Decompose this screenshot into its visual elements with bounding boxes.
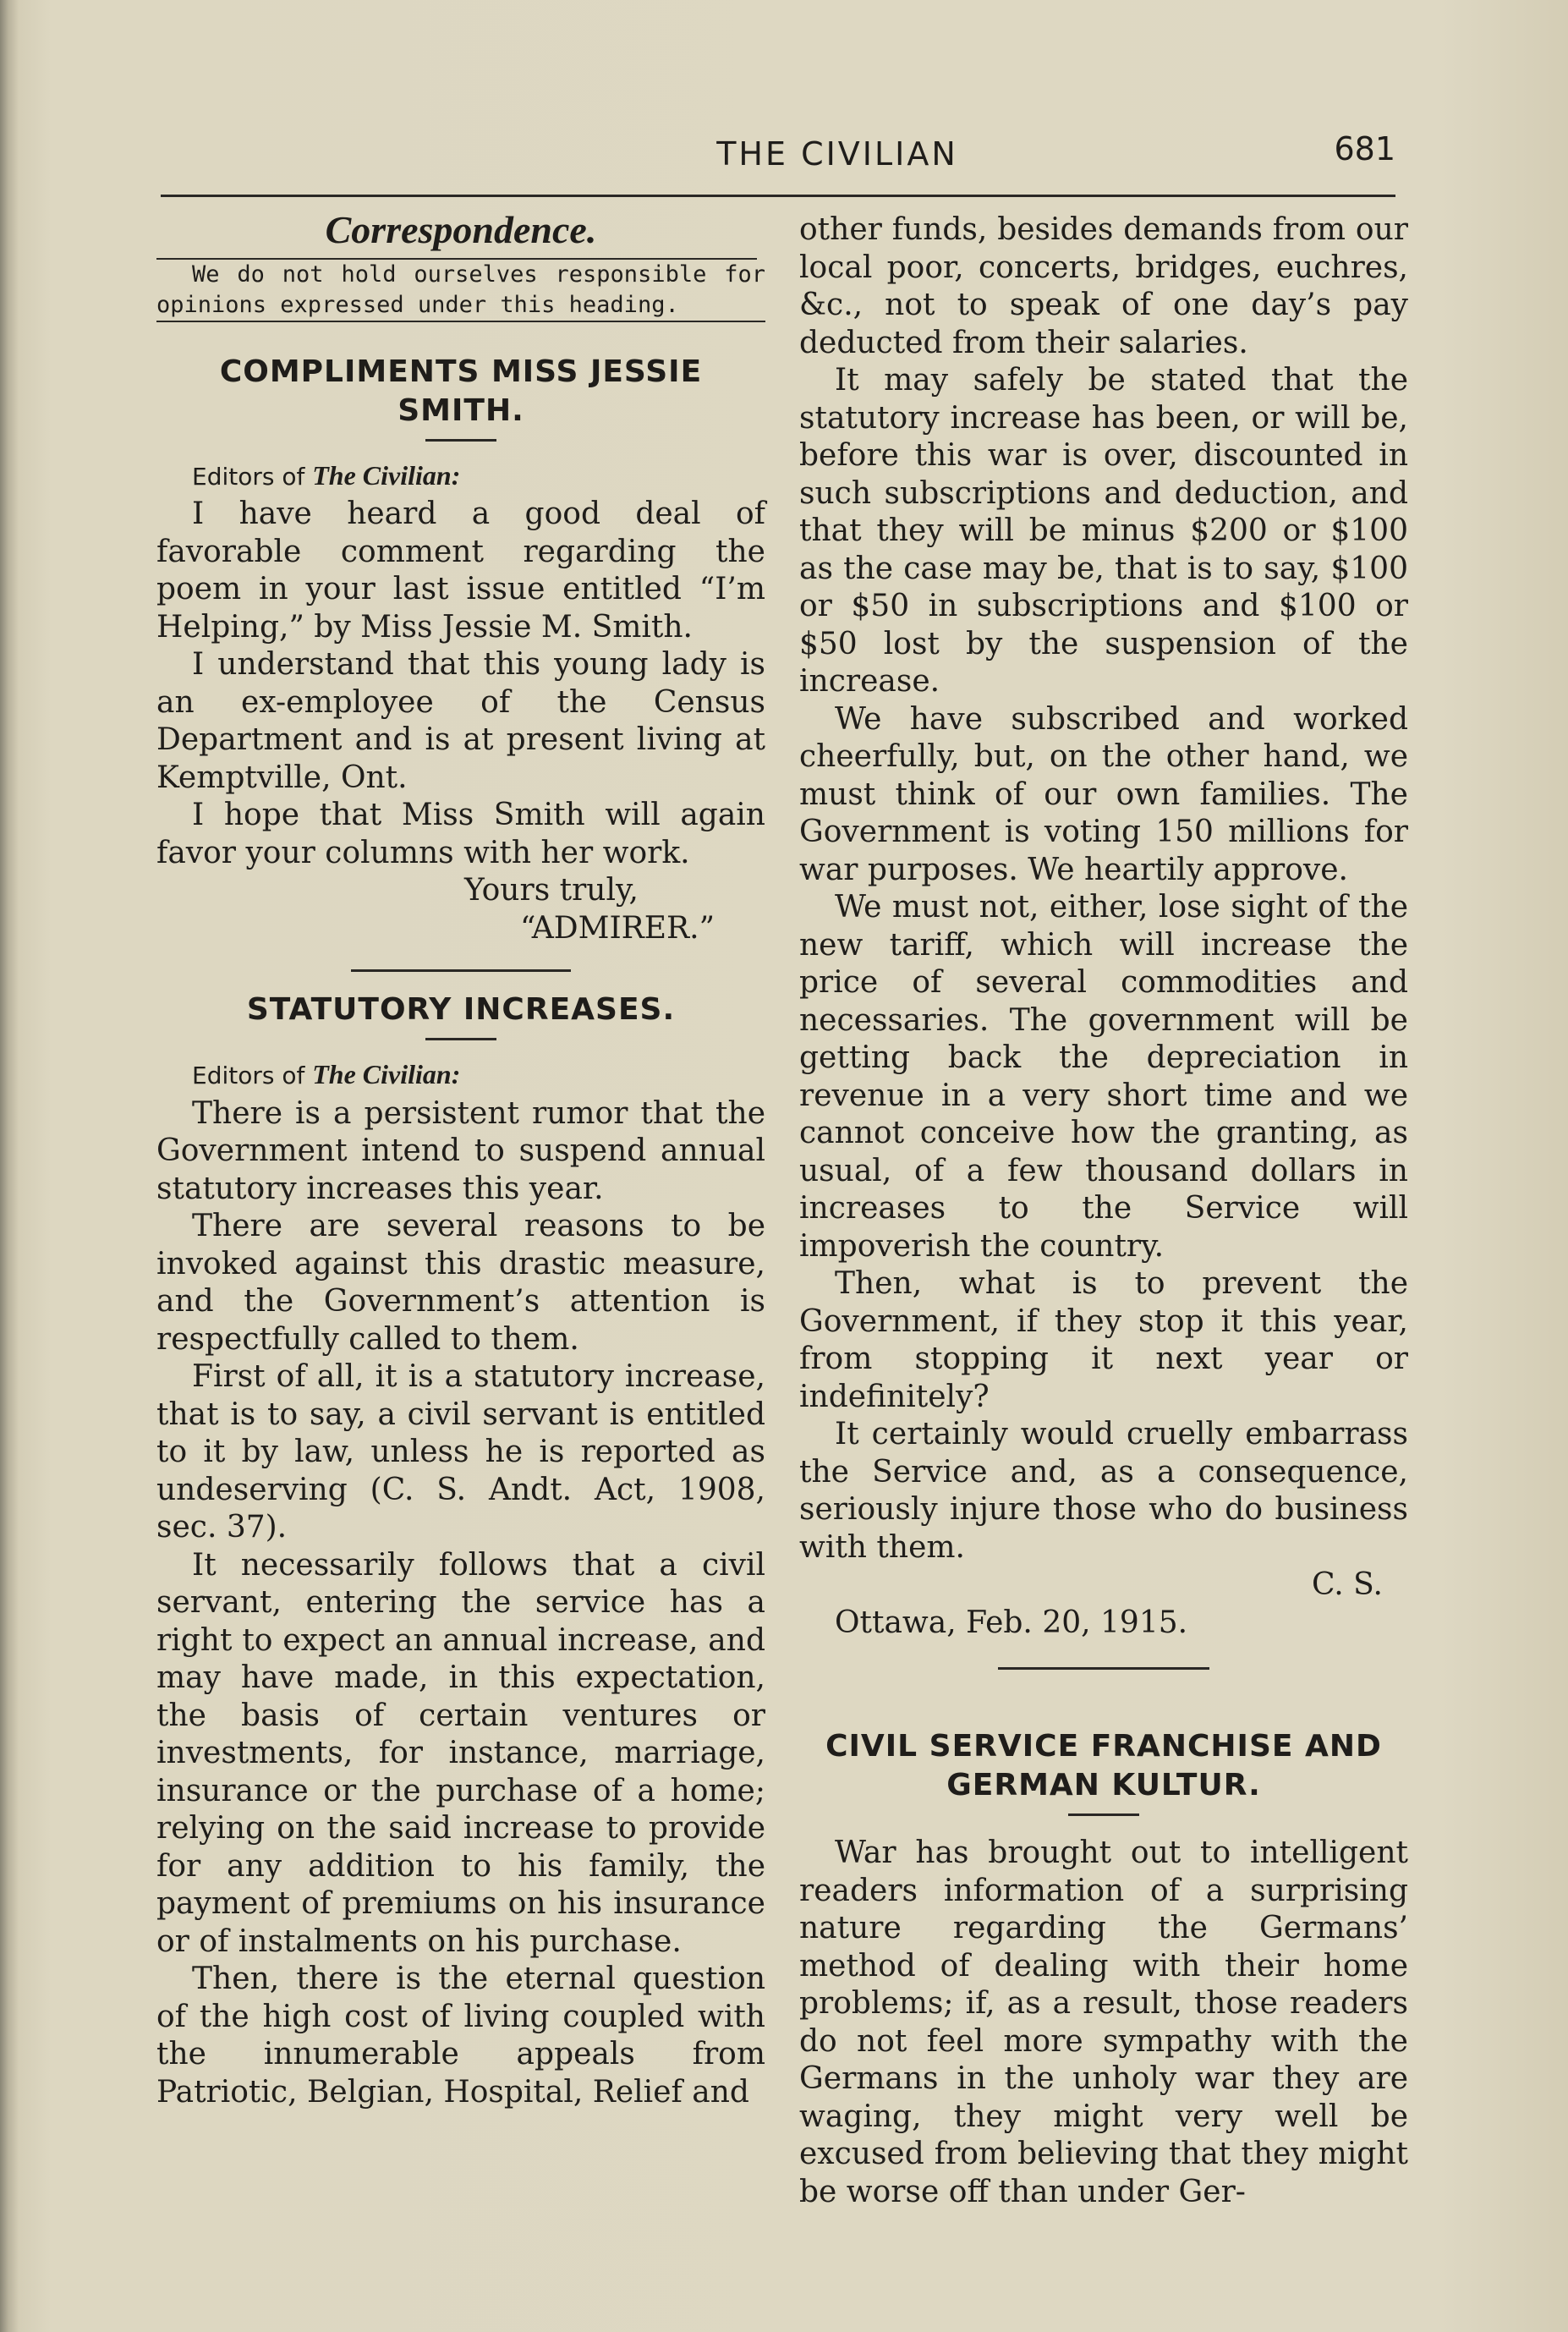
letter2-paragraph: We must not, either, lose sight of the new tariff, which will increase the price of several commodities and necessaries. The government will be getting back the depreciation in revenue in a very short time and we cannot conceive how the granting, as usual, of a few thousand dollars in increases to the Service will impoverish the country.	[799, 890, 1408, 1264]
letter1-salutation	[156, 457, 765, 497]
letter2-paragraph: Then, what is to prevent the Government, if they stop it this year, from stopping it next year or indefinitely?	[799, 1266, 1408, 1414]
letter1-paragraph: I have heard a good deal of favorable comment regarding the poem in your last issue entitled “I’m Helping,” by Miss Jessie M. Smith.	[156, 497, 765, 645]
letter1-headline-rule	[425, 439, 496, 442]
letter2-headline-rule	[425, 1038, 496, 1040]
letter2-paragraph: It necessarily follows that a civil servant, entering the service has a right to expect an annual increase, and may have made, in this expectation, the basis of certain ventures or investments, for instance, marriage, insurance or the purchase of a home; relying on the said increase to provide for any addition to his family, the payment of premiums on his insurance or of instalments on his purchase.	[156, 1547, 765, 1959]
letter2-end-rule	[998, 1667, 1209, 1670]
letter2-dateline: Ottawa, Feb. 20, 1915.	[835, 1605, 1188, 1640]
section-title: Correspondence.	[325, 208, 597, 251]
article-paragraph: War has brought out to intelligent readers information of a surprising nature regarding the Germans’ method of dealing with their home problems; if, as a result, those readers do not feel more sympathy with the Germans in the unholy war they are waging, they might very well be excused from believing that they might be worse off than under Ger-	[799, 1835, 1408, 2209]
letter2-paragraph: It may safely be stated that the statutory increase has been, or will be, before this war is over, discounted in such subscriptions and deduction, and that they will be minus $200 or $100 as the case may be, that is to say, $100 or $50 in subscriptions and $100 or $50 lost by the suspension of the increase.	[799, 363, 1408, 699]
disclaimer-rule	[156, 321, 765, 322]
letter1-headline: COMPLIMENTS MISS JESSIE SMITH.	[219, 354, 703, 428]
letter2-paragraph: Then, there is the eternal question of the high cost of living coupled with the innumerable appeals from Patriotic, Belgian, Hospital, Relief and	[156, 1962, 765, 2110]
salutation-prefix: Editors of	[192, 462, 305, 491]
letter2-paragraph: There are several reasons to be invoked against this drastic measure, and the Government’s attention is respectfully called to them.	[156, 1209, 765, 1357]
letter2-paragraph: We have subscribed and worked cheerfully, but, on the other hand, we must think of our own families. The Government is voting 150 millions for war purposes. We heartily approve.	[799, 701, 1408, 887]
letter2-paragraph: other funds, besides demands from our local poor, concerts, bridges, euchres, &c., not to speak of one day’s pay deducted from their salaries.	[799, 212, 1408, 360]
salutation-publication: The Civilian:	[312, 1059, 461, 1089]
letter2-paragraph: There is a persistent rumor that the Government intend to suspend annual statutory increases this year.	[156, 1095, 765, 1206]
letter2-salutation	[156, 1056, 765, 1095]
letter2-paragraph: First of all, it is a statutory increase, that is to say, a civil servant is entitled to it by law, unless he is reported as undeserving (C. S. Andt. Act, 1908, sec. 37).	[156, 1359, 765, 1545]
letter2-headline: STATUTORY INCREASES.	[246, 992, 676, 1027]
letter1-paragraph: I hope that Miss Smith will again favor your columns with her work.	[156, 798, 765, 870]
right-column	[799, 211, 1408, 2211]
page-header	[161, 127, 1395, 178]
letter2-paragraph: It certainly would cruelly embarrass the Service and, as a consequence, seriously injure those who do business with them.	[799, 1417, 1408, 1565]
header-rule	[161, 195, 1395, 197]
disclaimer: We do not hold ourselves responsible for opinions expressed under this heading.	[156, 261, 765, 318]
article-headline-rule	[1068, 1813, 1139, 1816]
running-head: THE CIVILIAN	[716, 135, 958, 173]
page-number: 681	[1334, 130, 1395, 167]
binding-shadow	[0, 0, 19, 2332]
letter1-signature: “ADMIRER.”	[519, 910, 715, 946]
salutation-prefix: Editors of	[192, 1062, 305, 1089]
letter1-end-rule	[351, 969, 571, 972]
letter1-paragraph: I understand that this young lady is an ex-employee of the Census Department and is at present living at Kemptville, Ont.	[156, 647, 765, 795]
left-column	[156, 208, 765, 2111]
letter2-initials: C. S.	[1312, 1567, 1383, 1602]
article-headline: CIVIL SERVICE FRANCHISE AND GERMAN KULTUR.	[825, 1729, 1382, 1802]
salutation-publication: The Civilian:	[312, 459, 461, 491]
letter1-closing: Yours truly,	[464, 873, 639, 908]
